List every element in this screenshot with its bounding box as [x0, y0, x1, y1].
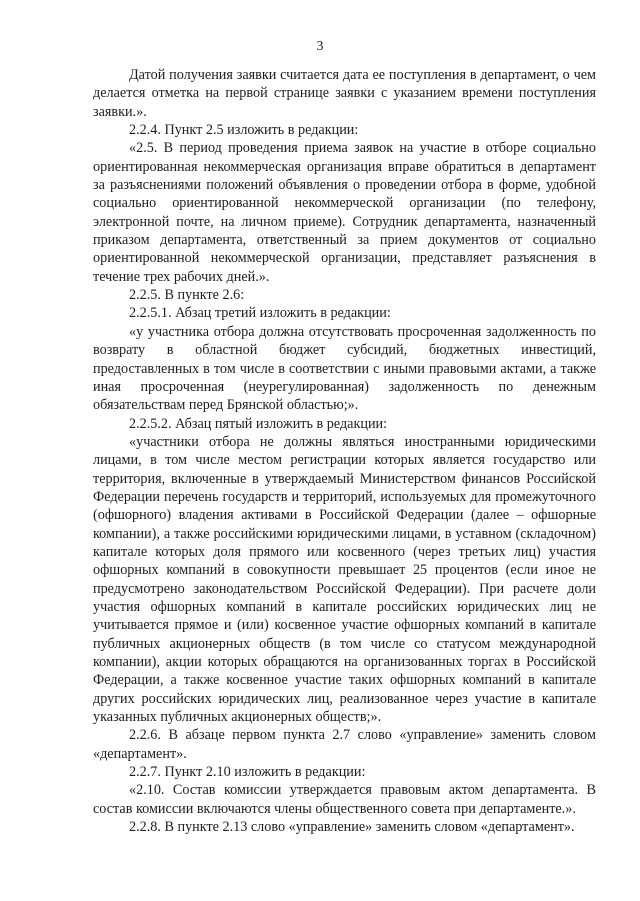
- paragraph-2-2-5: 2.2.5. В пункте 2.6:: [129, 287, 245, 304]
- paragraph-offshore-clause: «участники отбора не должны являться иностранными юридическими лицами, в том числе местом регистрации которых является государство или территория, включенные в утверждаемый Министерством финансов Российской Федерации перечень государств и территорий, используемых для промежуточного (офшорного) владения активами в Российской Федерации (далее – офшорные компании), а также российскими юридическими лицами, в уставном (складочном) капитале которых доля прямого или косвенного (через третьих лиц) участия офшорных компаний в совокупности превышает 25 процентов (если иное не предусмотрено законодательством Российской Федерации). При расчете доли участия офшорных компаний в капитале российских юридических лиц не учитывается прямое и (или) косвенное участие офшорных компаний в капитале публичных акционерных обществ (в том числе со статусом международной компании), акции которых обращаются на организованных торгах в Российской Федерации, а также косвенное участие таких офшорных компаний в капитале других российских юридических лиц, реализованное через участие в капитале указанных публичных акционерных обществ;».: [93, 433, 596, 726]
- paragraph-2-2-5-2: 2.2.5.2. Абзац пятый изложить в редакции:: [129, 415, 388, 432]
- paragraph-2-2-4: 2.2.4. Пункт 2.5 изложить в редакции:: [129, 122, 359, 139]
- document-body: [93, 66, 596, 836]
- paragraph-2-2-8: 2.2.8. В пункте 2.13 слово «управление» заменить словом «департамент».: [129, 819, 575, 836]
- paragraph-receipt-date: Датой получения заявки считается дата ее поступления в департамент, о чем делается отметка на первой странице заявки с указанием времени поступления заявки.».: [93, 67, 596, 120]
- paragraph-clause-2-10: «2.10. Состав комиссии утверждается правовым актом департамента. В состав комиссии включаются члены общественного совета при департаменте.».: [93, 782, 596, 817]
- paragraph-2-2-6: 2.2.6. В абзаце первом пункта 2.7 слово «управление» заменить словом «департамент».: [93, 727, 596, 762]
- page-number: 3: [316, 39, 324, 54]
- paragraph-2-2-7: 2.2.7. Пункт 2.10 изложить в редакции:: [129, 764, 366, 781]
- paragraph-2-2-5-1: 2.2.5.1. Абзац третий изложить в редакции:: [129, 305, 391, 322]
- paragraph-clause-2-5: «2.5. В период проведения приема заявок на участие в отборе социально ориентированная некоммерческая организация вправе обратиться в департамент за разъяснениями положений объявления о проведении отбора в форме, удобной социально ориентированной некоммерческой организации (по телефону, электронной почте, на личном приеме). Сотрудник департамента, назначенный приказом департамента, ответственный за прием документов от социально ориентированной некоммерческой организации, представляет разъяснения в течение трех рабочих дней.».: [93, 140, 596, 285]
- paragraph-debt-clause: «у участника отбора должна отсутствовать просроченная задолженность по возврату в областной бюджет субсидий, бюджетных инвестиций, предоставленных в том числе в соответствии с иными правовыми актами, а также иная просроченная (неурегулированная) задолженность по денежным обязательствам перед Брянской областью;».: [93, 323, 596, 414]
